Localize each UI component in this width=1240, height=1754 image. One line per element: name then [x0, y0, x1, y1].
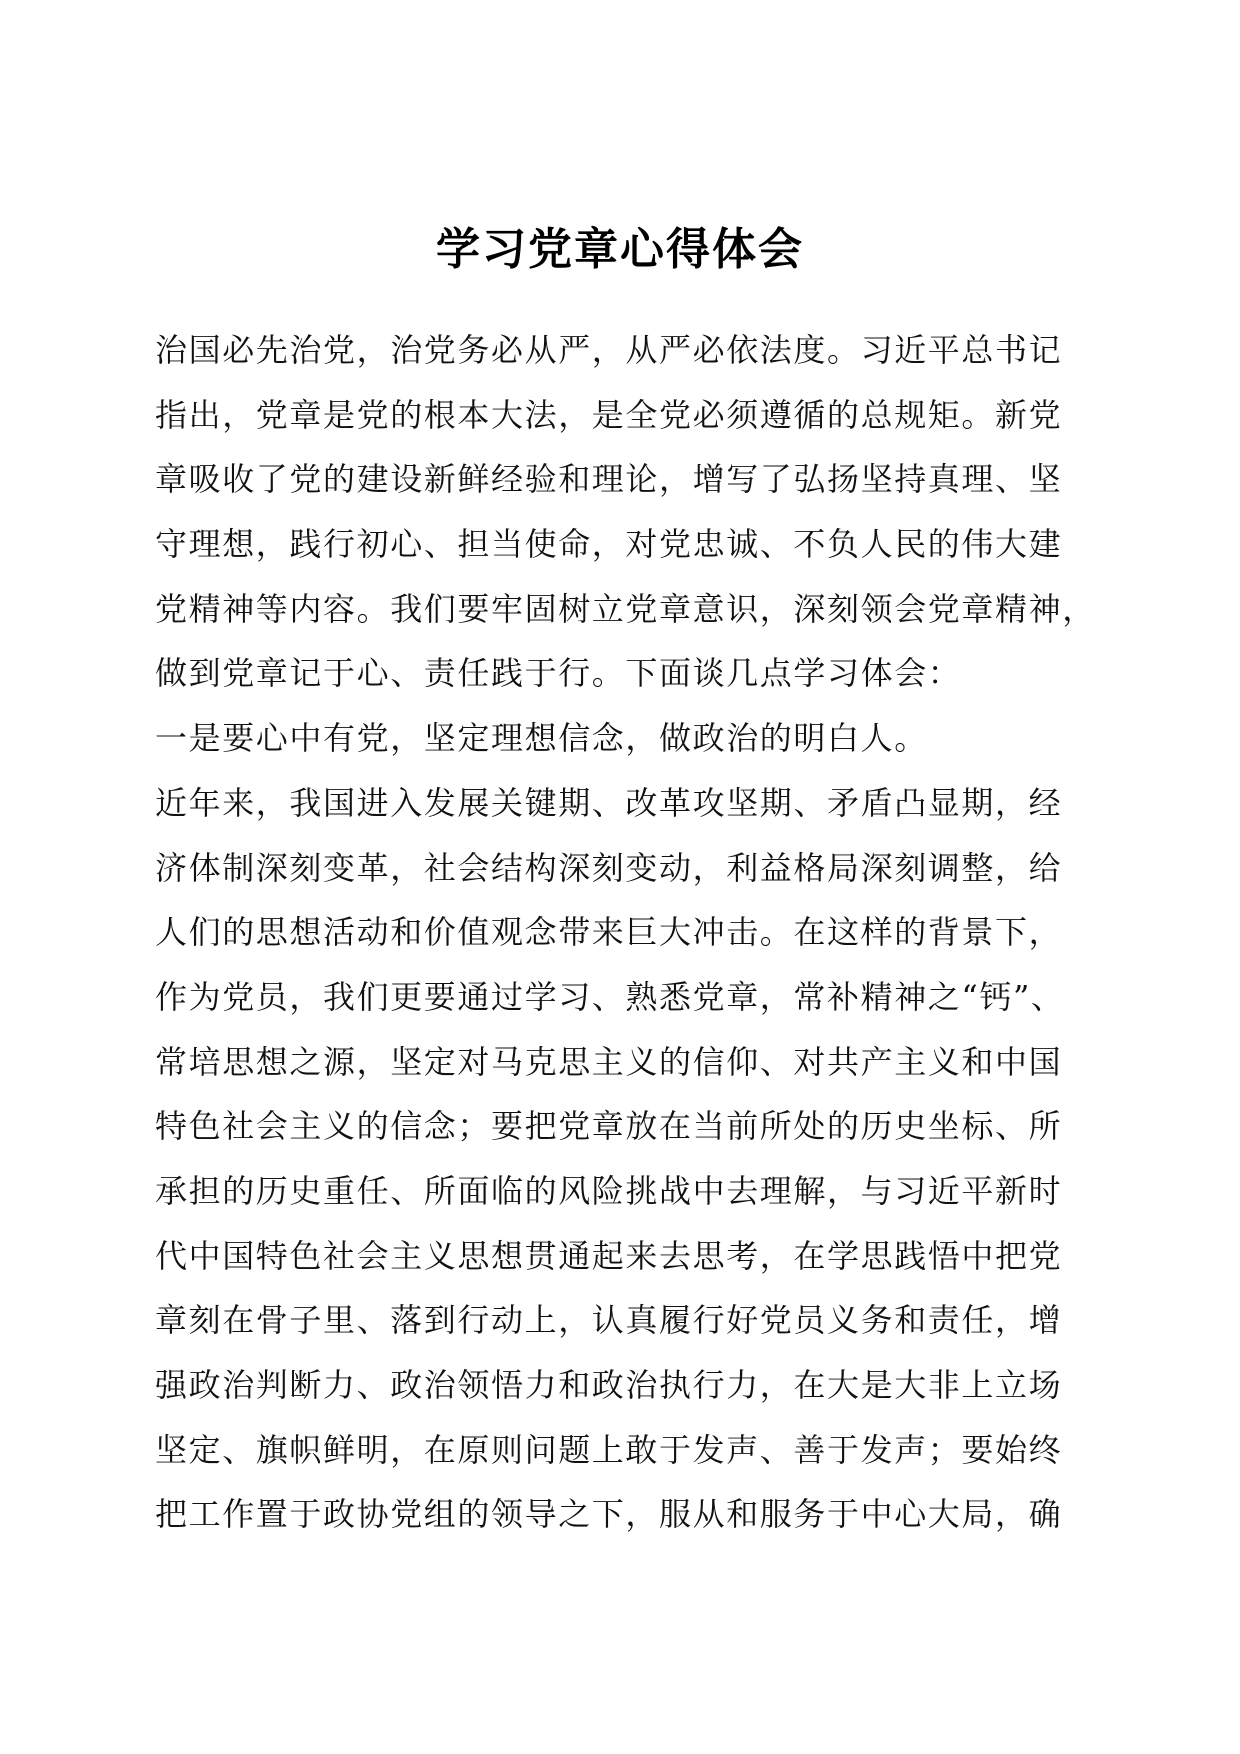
- section-heading: 一是要心中有党，坚定理想信念，做政治的明白人。: [155, 719, 928, 758]
- body-line: 作为党员，我们更要通过学习、熟悉党章，常补精神之“钙”、: [155, 977, 1065, 1016]
- document-body: [155, 318, 1095, 1547]
- body-line: 治国必先治党，治党务必从严，从严必依法度。习近平总书记: [155, 331, 1063, 369]
- body-line: 承担的历史重任、所面临的风险挑战中去理解，与习近平新时: [155, 1171, 1063, 1210]
- body-line: 常培思想之源，坚定对马克思主义的信仰、对共产主义和中国: [155, 1042, 1063, 1081]
- body-line: 代中国特色社会主义思想贯通起来去思考，在学思践悟中把党: [155, 1236, 1063, 1275]
- body-line: 章刻在骨子里、落到行动上，认真履行好党员义务和责任，增: [155, 1301, 1063, 1340]
- body-line: 指出，党章是党的根本大法，是全党必须遵循的总规矩。新党: [155, 395, 1063, 434]
- body-line: 近年来，我国进入发展关键期、改革攻坚期、矛盾凸显期，经: [155, 783, 1063, 822]
- body-line: 济体制深刻变革，社会结构深刻变动，利益格局深刻调整，给: [155, 848, 1063, 887]
- document-title: 学习党章心得体会: [436, 224, 804, 275]
- body-line: 强政治判断力、政治领悟力和政治执行力，在大是大非上立场: [155, 1366, 1063, 1404]
- body-line: 做到党章记于心、责任践于行。下面谈几点学习体会：: [155, 654, 962, 693]
- body-line: 守理想，践行初心、担当使命，对党忠诚、不负人民的伟大建: [155, 525, 1063, 564]
- body-line: 人们的思想活动和价值观念带来巨大冲击。在这样的背景下，: [155, 913, 1063, 952]
- body-line: 坚定、旗帜鲜明，在原则问题上敢于发声、善于发声；要始终: [155, 1430, 1063, 1469]
- body-line: 党精神等内容。我们要牢固树立党章意识，深刻领会党章精神，: [155, 589, 1096, 628]
- body-line: 特色社会主义的信念；要把党章放在当前所处的历史坐标、所: [155, 1107, 1063, 1146]
- body-line: 章吸收了党的建设新鲜经验和理论，增写了弘扬坚持真理、坚: [155, 460, 1063, 499]
- body-line: 把工作置于政协党组的领导之下，服从和服务于中心大局，确: [155, 1495, 1063, 1534]
